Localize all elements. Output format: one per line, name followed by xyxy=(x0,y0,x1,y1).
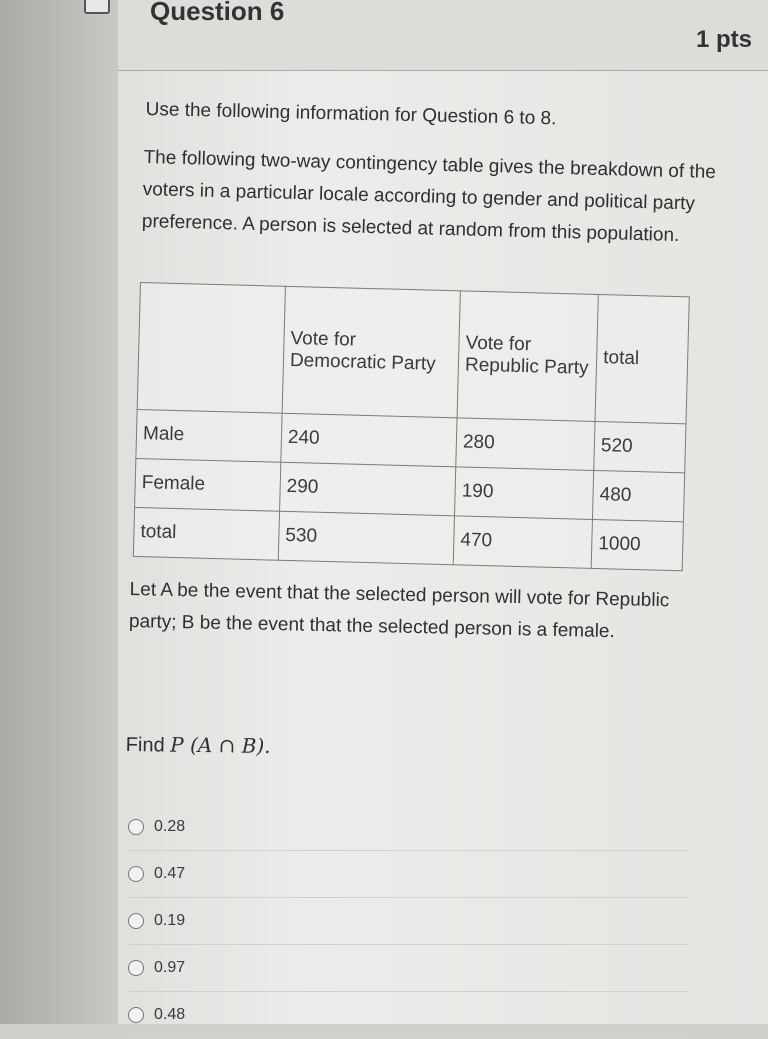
table-cell: 530 xyxy=(278,511,454,565)
find-prefix: Find xyxy=(125,733,165,757)
answer-option-label: 0.19 xyxy=(154,912,186,929)
table-cell: 280 xyxy=(456,418,595,471)
left-sidebar-edge xyxy=(0,0,118,1024)
table-header-cell: Vote for Republic Party xyxy=(457,291,598,422)
radio-button[interactable] xyxy=(128,960,144,976)
table-cell: 470 xyxy=(453,516,592,569)
table-cell: Male xyxy=(136,409,282,462)
table-cell: 1000 xyxy=(591,519,683,570)
question-description: The following two-way contingency table gives the breakdown of the voters in a particular locale according to gender and political party preference. A person is selected at random from this population. xyxy=(141,146,717,247)
table-cell: 290 xyxy=(280,462,456,516)
question-points: 1 pts xyxy=(696,26,753,53)
table-cell: Female xyxy=(135,458,281,511)
table-cell: 190 xyxy=(455,467,594,520)
table-cell: 480 xyxy=(593,470,685,521)
find-expression: P (A ∩ B). xyxy=(170,732,271,759)
radio-button[interactable] xyxy=(128,913,144,929)
answer-option[interactable] xyxy=(128,851,688,898)
table-header-cell: Vote for Democratic Party xyxy=(282,286,460,418)
table-cell: 520 xyxy=(594,421,686,472)
answer-option[interactable] xyxy=(128,804,688,851)
question-title: Question 6 xyxy=(150,0,285,26)
answer-option-label: 0.47 xyxy=(154,865,186,882)
find-prompt xyxy=(126,728,271,763)
answer-option-label: 0.28 xyxy=(154,818,186,835)
contingency-table-wrapper xyxy=(133,282,696,571)
contingency-table xyxy=(133,282,690,571)
radio-button[interactable] xyxy=(128,1007,144,1023)
event-definition: Let A be the event that the selected person will vote for Republic party; B be the event that the selected person is a female. xyxy=(128,578,670,643)
answer-option[interactable] xyxy=(128,898,688,945)
radio-button[interactable] xyxy=(128,819,144,835)
table-cell: 240 xyxy=(281,413,457,467)
answer-option[interactable] xyxy=(128,945,688,992)
answer-option-label: 0.97 xyxy=(154,959,186,976)
table-cell: total xyxy=(133,507,279,560)
question-intro: Use the following information for Question 6 to 8. xyxy=(145,98,557,130)
table-header-row xyxy=(137,283,689,424)
table-header-cell: total xyxy=(595,295,689,424)
answer-option[interactable] xyxy=(128,992,688,1039)
answer-option-label: 0.48 xyxy=(154,1006,186,1023)
answer-options xyxy=(128,804,688,1039)
table-header-cell xyxy=(137,283,285,414)
question-flag-checkbox[interactable] xyxy=(84,0,110,14)
radio-button[interactable] xyxy=(128,866,144,882)
